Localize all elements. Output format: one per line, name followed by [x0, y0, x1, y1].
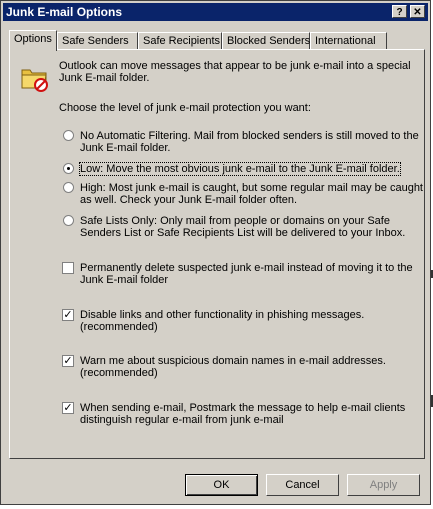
protection-level-label: Choose the level of junk e-mail protection you want:	[59, 102, 311, 114]
radio-no-filtering[interactable]	[63, 130, 74, 141]
radio-safe-lists-label-1: Safe Lists Only: Only mail from people or domains on your Safe	[80, 215, 390, 227]
checkbox-warn-suspicious-domains[interactable]: ✓	[63, 355, 73, 367]
radio-low[interactable]	[63, 163, 74, 174]
warn-domains-label-1: Warn me about suspicious domain names in e-mail addresses.	[80, 355, 386, 367]
permanently-delete-label-1: Permanently delete suspected junk e-mail instead of moving it to the	[80, 262, 413, 274]
title-bar	[3, 3, 428, 21]
ok-button[interactable]: OK	[185, 474, 258, 496]
radio-high-label-2: as well. Check your Junk E-mail folder often.	[80, 194, 298, 206]
radio-safe-lists-only[interactable]	[63, 215, 74, 226]
warn-domains-label-2: (recommended)	[80, 367, 158, 379]
radio-safe-lists-label-2: Senders List or Safe Recipients List will be delivered to your Inbox.	[80, 227, 406, 239]
radio-low-label: Low: Move the most obvious junk e-mail to the Junk E-mail folder.	[80, 163, 400, 175]
disable-links-label-1: Disable links and other functionality in phishing messages.	[80, 309, 365, 321]
postmark-label-1: When sending e-mail, Postmark the message to help e-mail clients	[80, 402, 406, 414]
radio-no-filtering-label-1: No Automatic Filtering. Mail from blocked senders is still moved to the	[80, 130, 419, 142]
disable-links-label-2: (recommended)	[80, 321, 158, 333]
checkbox-postmark[interactable]: ✓	[63, 402, 73, 414]
window-title: Junk E-mail Options	[6, 5, 123, 19]
cancel-button[interactable]: Cancel	[266, 474, 339, 496]
checkbox-disable-phishing-links[interactable]: ✓	[63, 309, 73, 321]
checkbox-permanently-delete[interactable]	[62, 262, 74, 274]
tab-options[interactable]: Options	[9, 30, 57, 51]
apply-button[interactable]: Apply	[347, 474, 420, 496]
options-panel	[9, 49, 425, 459]
postmark-label-2: distinguish regular e-mail from junk e-mail	[80, 414, 284, 426]
tab-safe-recipients[interactable]: Safe Recipients	[138, 32, 222, 50]
permanently-delete-label-2: Junk E-mail folder	[80, 274, 169, 286]
radio-high-label-1: High: Most junk e-mail is caught, but some regular mail may be caught	[80, 182, 423, 194]
radio-no-filtering-label-2: Junk E-mail folder.	[80, 142, 171, 154]
close-button[interactable]: ✕	[410, 5, 425, 18]
tab-safe-senders[interactable]: Safe Senders	[57, 32, 138, 50]
tab-international[interactable]: International	[310, 32, 387, 50]
intro-line-1: Outlook can move messages that appear to be junk e-mail into a special	[59, 60, 411, 72]
intro-line-2: Junk E-mail folder.	[59, 72, 150, 84]
tab-blocked-senders[interactable]: Blocked Senders	[222, 32, 310, 50]
help-button[interactable]: ?	[392, 5, 407, 18]
radio-high[interactable]	[63, 182, 74, 193]
junk-folder-icon	[20, 64, 50, 92]
